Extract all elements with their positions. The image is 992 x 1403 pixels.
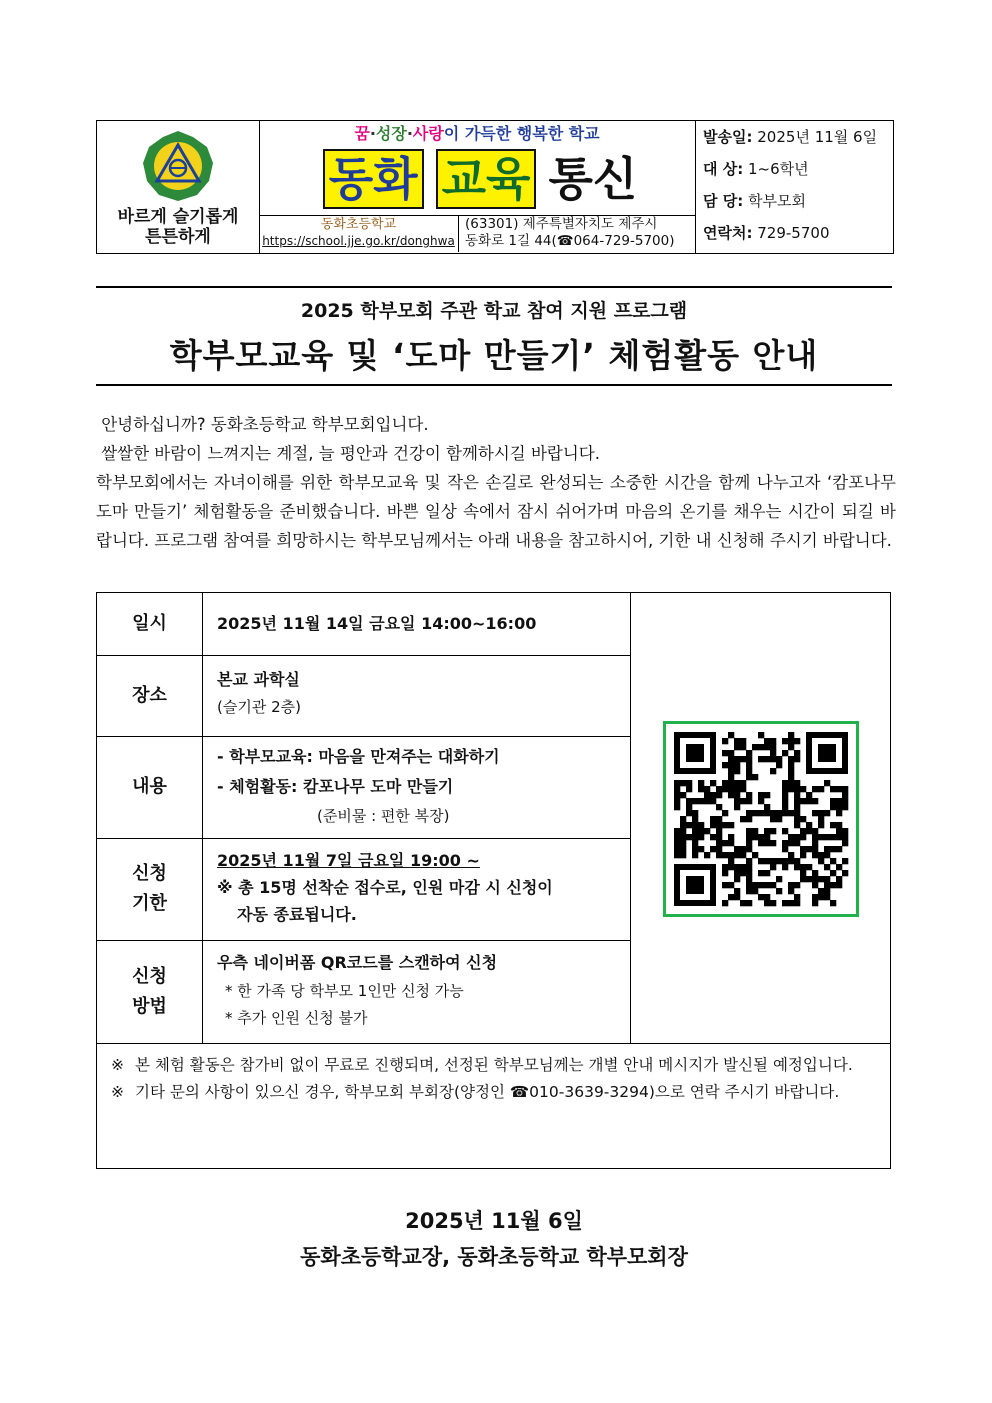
note-item bbox=[111, 1052, 876, 1079]
program-subtitle: 2025 학부모회 주관 학교 참여 지원 프로그램 bbox=[300, 300, 688, 322]
motto-rest: 이 가득한 행복한 학교 bbox=[443, 124, 600, 143]
note-mark: ※ bbox=[111, 1056, 124, 1074]
footer-signature: 동화초등학교장, 동화초등학교 학부모회장 bbox=[300, 1245, 688, 1269]
intro-paragraph: 학부모회에서는 자녀이해를 위한 학부모교육 및 작은 손길로 완성되는 소중한 시간을 함께 나누고자 ‘캄포나무 도마 만들기’ 체험활동을 준비했습니다. 바쁜 일상 속에서 잠시 쉬어가며 마음의 온기를 채우는 시간이 되길 바랍니다. 프로그램 참여를 희망하시는 학부모님께서는 아래 내용을 참고하시어, 기한 내 신청해 주시기 바랍니다. bbox=[96, 473, 896, 550]
title-rule-top bbox=[96, 286, 892, 288]
slogan-line: 바르게 슬기롭게 bbox=[117, 207, 239, 227]
meta-label: 대 상: bbox=[703, 160, 744, 178]
slogan-line: 튼튼하게 bbox=[145, 227, 211, 247]
place-cell bbox=[203, 655, 631, 736]
school-address bbox=[459, 215, 695, 252]
content-line: - 체험활동: 캄포나무 도마 만들기 bbox=[217, 777, 454, 796]
title-word: 교육 bbox=[436, 149, 537, 209]
meta-value: 1~6학년 bbox=[747, 160, 809, 178]
title-rule-bottom bbox=[96, 384, 892, 386]
notes-section bbox=[97, 1043, 890, 1106]
program-info-table bbox=[96, 592, 891, 1169]
note-item bbox=[111, 1079, 876, 1106]
meta-value: 2025년 11월 6일 bbox=[757, 128, 878, 146]
note-mark: ※ bbox=[111, 1083, 124, 1101]
divider bbox=[695, 121, 696, 253]
qr-code-icon bbox=[666, 724, 856, 914]
deadline-value: 2025년 11월 7일 금요일 19:00 ~ bbox=[217, 851, 480, 870]
note-text: 기타 문의 사항이 있으신 경우, 학부모회 부회장(양정인 ☎010-3639-3294)으로 연락 주시기 바랍니다. bbox=[135, 1083, 840, 1101]
meta-value: 729-5700 bbox=[757, 224, 830, 242]
content-cell bbox=[203, 736, 631, 838]
title-word: 동화 bbox=[323, 149, 424, 209]
deadline-label-line: 기한 bbox=[132, 893, 167, 914]
content-sub: (준비물 : 편한 복장) bbox=[317, 807, 450, 825]
address-line: 동화로 1길 44(☎064-729-5700) bbox=[465, 233, 675, 249]
deadline-cell bbox=[203, 838, 631, 940]
meta-row bbox=[699, 153, 891, 185]
footer-date: 2025년 11월 6일 bbox=[405, 1209, 583, 1233]
title-word: 통신 bbox=[548, 152, 638, 206]
naver-form-qr-code[interactable] bbox=[663, 721, 859, 917]
intro-paragraph: 안녕하십니까? 동화초등학교 학부모회입니다. bbox=[96, 415, 429, 434]
method-label bbox=[97, 940, 203, 1043]
place-label: 장소 bbox=[97, 655, 203, 736]
deadline-note: ※ 총 15명 선착순 접수로, 인원 마감 시 신청이 bbox=[217, 878, 553, 897]
content-label: 내용 bbox=[97, 736, 203, 838]
intro-paragraph: 쌀쌀한 바람이 느껴지는 계절, 늘 평안과 건강이 함께하시길 바랍니다. bbox=[96, 444, 600, 463]
school-url-link[interactable]: https://school.jje.go.kr/donghwa bbox=[262, 234, 455, 248]
method-note: * 한 가족 당 학부모 1인만 신청 가능 bbox=[225, 982, 464, 1000]
place-value: 본교 과학실 bbox=[217, 670, 300, 689]
newsletter-title bbox=[259, 149, 695, 213]
method-value: 우측 네이버폼 QR코드를 스캔하여 신청 bbox=[217, 953, 498, 972]
content-line: - 학부모교육: 마음을 만져주는 대화하기 bbox=[217, 747, 500, 766]
motto-separator: · bbox=[369, 124, 376, 143]
place-sub: (슬기관 2층) bbox=[217, 698, 301, 716]
newsletter-meta bbox=[699, 121, 891, 252]
date-value: 2025년 11월 14일 금요일 14:00~16:00 bbox=[203, 593, 631, 655]
intro-text bbox=[96, 410, 896, 555]
deadline-label-line: 신청 bbox=[132, 863, 167, 884]
meta-label: 연락처: bbox=[703, 224, 753, 242]
date-label: 일시 bbox=[97, 593, 203, 655]
newsletter-header bbox=[96, 120, 894, 254]
meta-row bbox=[699, 185, 891, 217]
deadline-note: 자동 종료됩니다. bbox=[237, 905, 357, 924]
note-text: 본 체험 활동은 참가비 없이 무료로 진행되며, 선정된 학부모님께는 개별 안내 메시지가 발신될 예정입니다. bbox=[135, 1056, 853, 1074]
motto-word: 꿈 bbox=[354, 124, 370, 143]
method-note: * 추가 인원 신청 불가 bbox=[225, 1009, 368, 1027]
method-label-line: 신청 bbox=[132, 965, 167, 987]
school-info bbox=[259, 215, 459, 252]
meta-label: 담 당: bbox=[703, 192, 744, 210]
school-name: 동화초등학교 bbox=[320, 217, 397, 232]
meta-row bbox=[699, 217, 891, 249]
method-cell bbox=[203, 940, 631, 1043]
deadline-label bbox=[97, 838, 203, 940]
motto-word: 성장 bbox=[375, 124, 407, 143]
address-line: (63301) 제주특별자치도 제주시 bbox=[465, 216, 658, 232]
meta-value: 학부모회 bbox=[747, 192, 806, 210]
motto-separator: · bbox=[406, 124, 413, 143]
meta-label: 발송일: bbox=[703, 128, 753, 146]
page-title: 학부모교육 및 ‘도마 만들기’ 체험활동 안내 bbox=[169, 336, 819, 375]
motto-word: 사랑 bbox=[412, 124, 444, 143]
meta-row bbox=[699, 121, 891, 153]
school-motto bbox=[259, 121, 695, 144]
school-emblem-icon bbox=[141, 129, 215, 203]
method-label-line: 방법 bbox=[132, 995, 167, 1017]
